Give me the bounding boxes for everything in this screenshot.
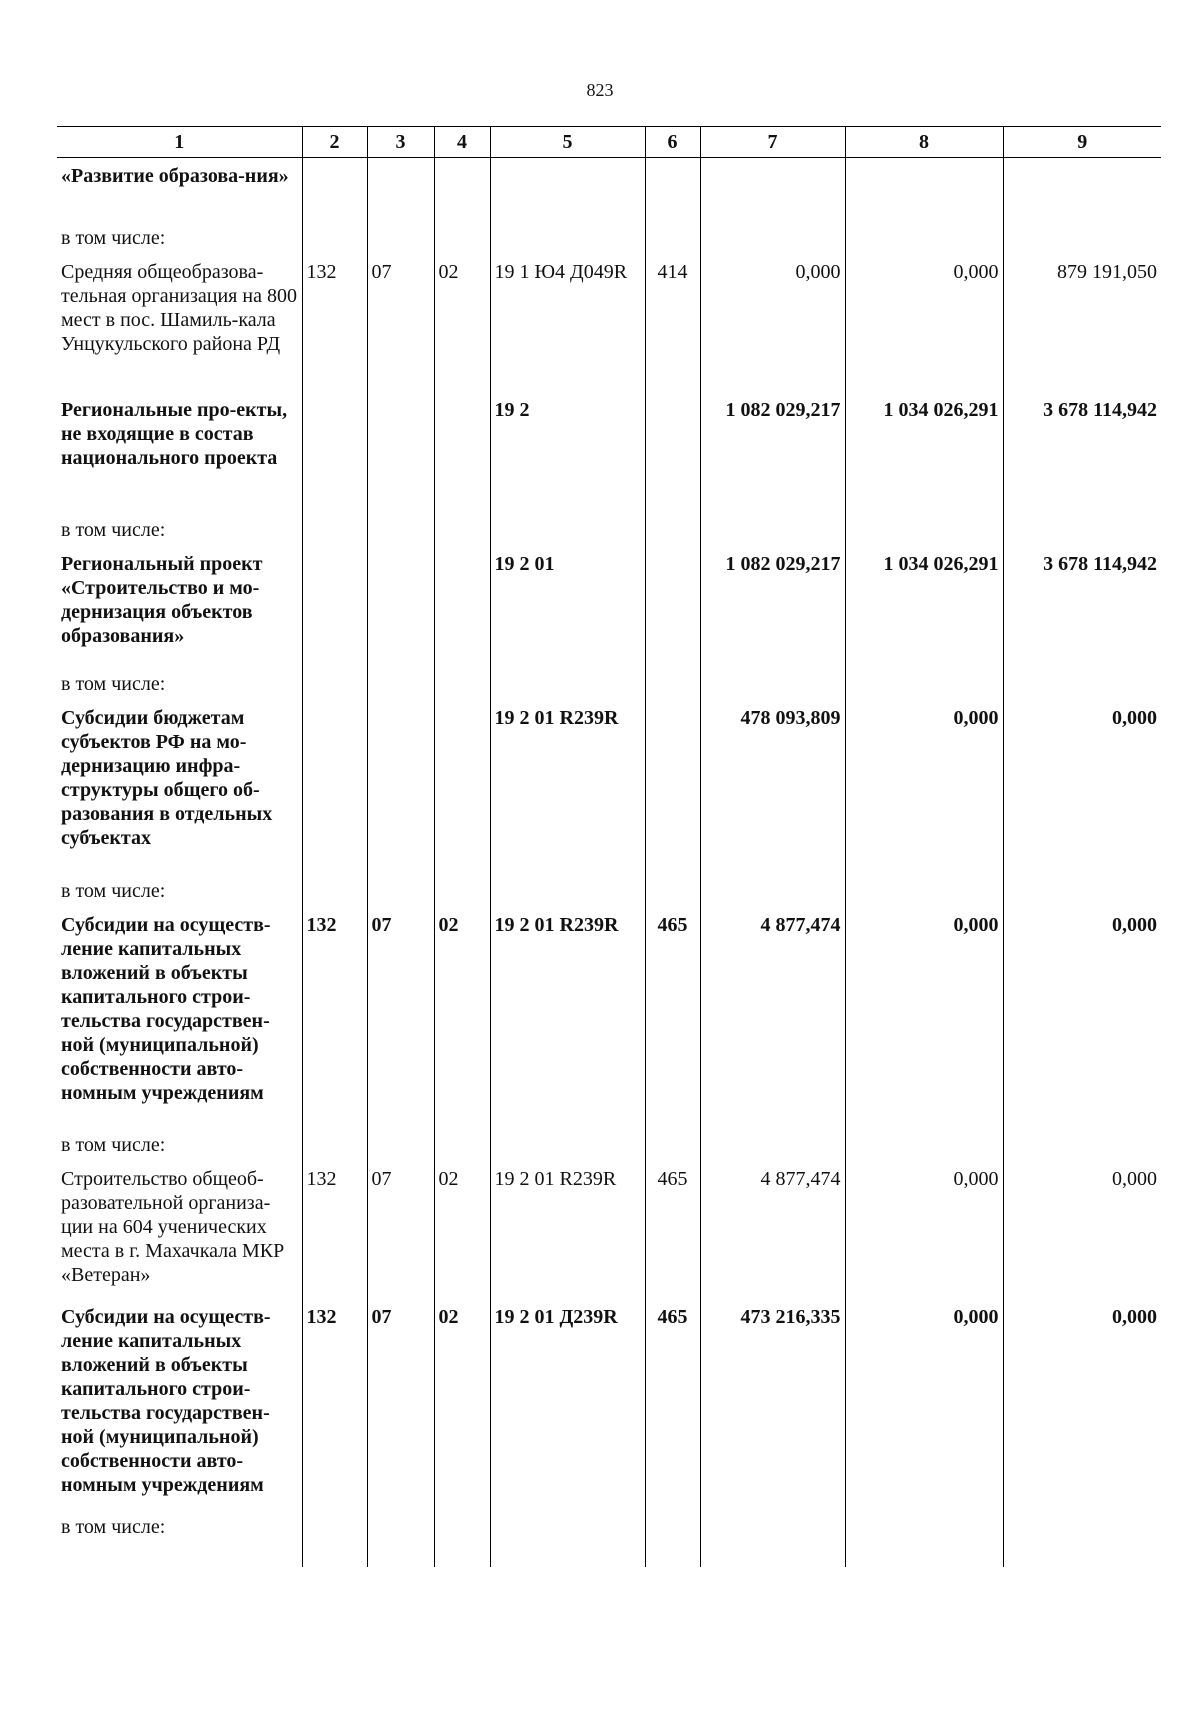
row-label: в том числе: <box>61 879 166 902</box>
cell-code-4: 02 <box>434 1167 490 1305</box>
subtotal-label-row <box>57 662 1161 706</box>
subtotal-label-row <box>57 1511 1161 1567</box>
table-row <box>57 552 1161 662</box>
cell-code-5: 19 2 01 R239R <box>490 706 645 869</box>
cell-value-8: 0,000 <box>845 1305 1003 1511</box>
cell-code-3: 07 <box>367 1167 434 1305</box>
cell-value-7: 478 093,809 <box>700 706 845 869</box>
cell-value-8: 1 034 026,291 <box>845 398 1003 508</box>
row-name: Региональный проект «Строительство и мо-дернизация объектов образования» <box>61 552 263 647</box>
table-row <box>57 1167 1161 1305</box>
subtotal-label-row <box>57 869 1161 913</box>
cell-value-9: 0,000 <box>1003 1305 1161 1511</box>
cell-code-5: 19 2 01 Д239R <box>490 1305 645 1511</box>
cell-code-2 <box>302 552 367 662</box>
table-row <box>57 1305 1161 1511</box>
cell-code-5: 19 2 01 R239R <box>490 913 645 1123</box>
column-header: 3 <box>367 127 434 158</box>
row-name: Субсидии на осуществ-ление капитальных вложений в объекты капитального строи-тельства государствен-ной (муниципальной) собственности авто-номным учреждениям <box>61 913 271 1104</box>
cell-code-6: 465 <box>645 1167 700 1305</box>
cell-code-2 <box>302 158 367 216</box>
column-header: 4 <box>434 127 490 158</box>
cell-value-8: 0,000 <box>845 1167 1003 1305</box>
column-header: 7 <box>700 127 845 158</box>
page-number: 823 <box>586 80 614 100</box>
row-label: в том числе: <box>61 518 166 541</box>
row-name: Субсидии на осуществ-ление капитальных вложений в объекты капитального строи-тельства государствен-ной (муниципальной) собственности авто-номным учреждениям <box>61 1305 271 1496</box>
cell-code-5: 19 2 01 R239R <box>490 1167 645 1305</box>
cell-code-2: 132 <box>302 913 367 1123</box>
cell-code-5: 19 2 <box>490 398 645 508</box>
column-header: 1 <box>57 127 302 158</box>
table-row <box>57 706 1161 869</box>
cell-value-9: 0,000 <box>1003 706 1161 869</box>
cell-code-2: 132 <box>302 1167 367 1305</box>
cell-code-6 <box>645 158 700 216</box>
row-name: Строительство общеоб-разовательной организа-ции на 604 ученических места в г. Махачкала МКР «Ветеран» <box>61 1167 285 1286</box>
cell-code-6: 465 <box>645 913 700 1123</box>
cell-code-4 <box>434 552 490 662</box>
cell-code-6 <box>645 398 700 508</box>
cell-value-7: 473 216,335 <box>700 1305 845 1511</box>
column-header-row <box>57 127 1161 158</box>
column-header: 5 <box>490 127 645 158</box>
cell-code-3 <box>367 158 434 216</box>
row-label: в том числе: <box>61 226 166 249</box>
cell-code-4 <box>434 706 490 869</box>
cell-code-2 <box>302 706 367 869</box>
cell-code-5: 19 2 01 <box>490 552 645 662</box>
cell-value-7: 4 877,474 <box>700 1167 845 1305</box>
cell-code-4 <box>434 398 490 508</box>
cell-value-9: 0,000 <box>1003 913 1161 1123</box>
cell-code-2: 132 <box>302 260 367 398</box>
table-row <box>57 913 1161 1123</box>
cell-value-8: 1 034 026,291 <box>845 552 1003 662</box>
cell-code-6 <box>645 552 700 662</box>
subtotal-label-row <box>57 508 1161 552</box>
cell-value-8: 0,000 <box>845 260 1003 398</box>
cell-value-9: 879 191,050 <box>1003 260 1161 398</box>
cell-value-9: 0,000 <box>1003 1167 1161 1305</box>
cell-code-4: 02 <box>434 913 490 1123</box>
cell-value-9: 3 678 114,942 <box>1003 398 1161 508</box>
cell-code-5 <box>490 158 645 216</box>
cell-value-7: 1 082 029,217 <box>700 398 845 508</box>
budget-table <box>57 126 1161 1567</box>
cell-value-8: 0,000 <box>845 706 1003 869</box>
cell-code-4: 02 <box>434 260 490 398</box>
cell-code-6 <box>645 706 700 869</box>
subtotal-label-row <box>57 1123 1161 1167</box>
table-row <box>57 398 1161 508</box>
cell-code-6: 414 <box>645 260 700 398</box>
row-name: Субсидии бюджетам субъектов РФ на мо-дернизацию инфра-структуры общего об-разования в отдельных субъектах <box>61 706 273 849</box>
cell-value-7: 4 877,474 <box>700 913 845 1123</box>
cell-code-3: 07 <box>367 1305 434 1511</box>
column-header: 9 <box>1003 127 1161 158</box>
row-label: в том числе: <box>61 1515 166 1538</box>
cell-value-8: 0,000 <box>845 913 1003 1123</box>
cell-value-7: 1 082 029,217 <box>700 552 845 662</box>
row-name: Средняя общеобразова-тельная организация на 800 мест в пос. Шамиль-кала Унцукульского района РД <box>61 260 297 355</box>
table-row <box>57 260 1161 398</box>
cell-code-2 <box>302 398 367 508</box>
column-header: 6 <box>645 127 700 158</box>
column-header: 8 <box>845 127 1003 158</box>
cell-code-3 <box>367 398 434 508</box>
table-row <box>57 158 1161 216</box>
row-label: в том числе: <box>61 1133 166 1156</box>
cell-code-3: 07 <box>367 913 434 1123</box>
row-name: Региональные про-екты, не входящие в состав национального проекта <box>61 398 288 469</box>
cell-code-4 <box>434 158 490 216</box>
subtotal-label-row <box>57 216 1161 260</box>
cell-code-3 <box>367 706 434 869</box>
cell-code-3: 07 <box>367 260 434 398</box>
cell-value-8 <box>845 158 1003 216</box>
cell-value-9: 3 678 114,942 <box>1003 552 1161 662</box>
row-name: «Развитие образова-ния» <box>61 165 289 187</box>
cell-code-4: 02 <box>434 1305 490 1511</box>
cell-code-3 <box>367 552 434 662</box>
column-header: 2 <box>302 127 367 158</box>
cell-code-6: 465 <box>645 1305 700 1511</box>
cell-code-2: 132 <box>302 1305 367 1511</box>
row-label: в том числе: <box>61 672 166 695</box>
cell-value-7: 0,000 <box>700 260 845 398</box>
cell-value-7 <box>700 158 845 216</box>
cell-code-5: 19 1 Ю4 Д049R <box>490 260 645 398</box>
cell-value-9 <box>1003 158 1161 216</box>
